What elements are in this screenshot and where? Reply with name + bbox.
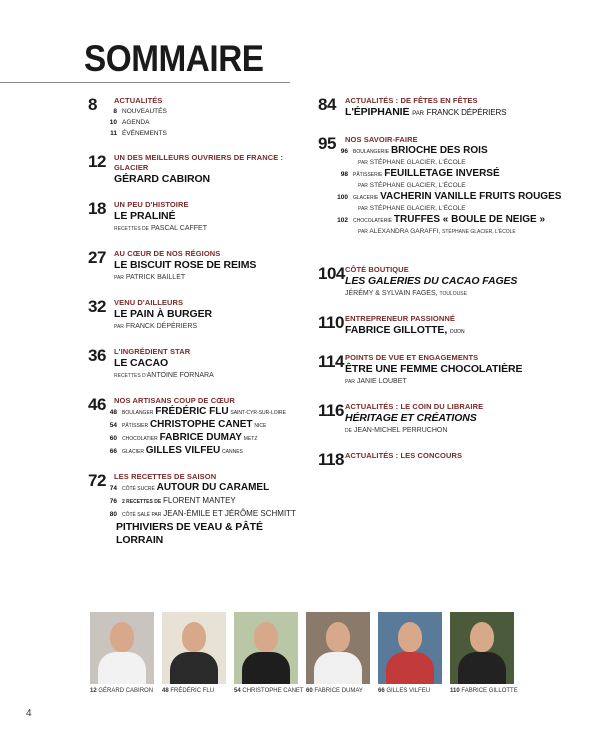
caption-name: FABRICE DUMAY [314, 688, 363, 694]
entry-page-number: 46 [88, 395, 106, 414]
byline-prefix: RECETTES DE [114, 226, 150, 232]
sub-page-number: 96 [340, 148, 348, 155]
entry-category: ENTREPRENEUR PASSIONNÉ [345, 314, 455, 323]
sub-page-number: 74 [109, 485, 117, 492]
entry-heading: LES GALERIES DU CACAO FAGES [345, 275, 518, 287]
sub-title [122, 406, 286, 419]
portrait-card[interactable] [90, 612, 154, 694]
sub-name: AUTOUR DU CARAMEL [156, 482, 270, 493]
portrait-body [386, 652, 434, 684]
byline-prefix: PAR [114, 324, 124, 330]
entry-page-number: 32 [88, 297, 106, 316]
sub-name: GILLES VILFEU [145, 445, 221, 456]
sub-page-number: 48 [109, 409, 117, 416]
byline-prefix: DE [345, 428, 352, 434]
caption-name: FABRICE GILLOTTE [461, 688, 518, 694]
sub-title [353, 145, 488, 158]
sub-entry[interactable] [104, 508, 308, 521]
portrait-photo [90, 612, 154, 684]
entry-category: ACTUALITÉS : LE COIN DU LIBRAIRE [345, 402, 484, 411]
sub-entry[interactable] [335, 214, 588, 227]
byline-prefix: PAR [345, 379, 355, 385]
sub-role: CÔTÉ SUCRÉ [122, 486, 155, 492]
portrait-body [242, 652, 290, 684]
byline-author: PATRICK BAILLET [125, 274, 186, 281]
byline-author: STÉPHANE GLACIER, L'ÉCOLE [369, 182, 466, 189]
toc-entry[interactable] [318, 402, 588, 437]
entry-page-number: 104 [318, 264, 345, 283]
toc-entry[interactable] [88, 472, 308, 547]
entry-category: L'INGRÉDIENT STAR [114, 347, 191, 356]
toc-entry[interactable] [88, 249, 308, 284]
portrait-strip [90, 612, 518, 694]
entry-page-number: 118 [318, 450, 344, 469]
byline-author: PASCAL CAFFET [150, 225, 207, 232]
caption-name: GÉRARD CABIRON [98, 688, 154, 694]
entry-byline [114, 272, 308, 284]
entry-heading: ÊTRE UNE FEMME CHOCOLATIÈRE [345, 363, 523, 375]
sub-title [353, 214, 545, 227]
sub-role: CHOCOLATIER [122, 436, 158, 442]
sub-title [122, 445, 243, 458]
entry-page-number: 114 [318, 352, 344, 371]
sub-author: JEAN-ÉMILE ET JÉRÔME SCHMITT [163, 509, 296, 518]
entry-page-number: 116 [318, 401, 344, 420]
sub-entry[interactable] [104, 117, 308, 128]
entry-heading: LE CACAO [114, 357, 169, 369]
sub-byline [358, 181, 588, 191]
sub-title [122, 495, 236, 508]
sub-name: VACHERIN VANILLE FRUITS ROUGES [380, 191, 562, 202]
sub-role: 2 RECETTES DE [122, 499, 162, 505]
entry-byline [114, 223, 308, 235]
sub-name: FABRICE DUMAY [159, 432, 242, 443]
entry-byline [114, 370, 308, 382]
byline-affiliation: STÉPHANE GLACIER, L'ÉCOLE [441, 229, 516, 235]
byline-author: JÉRÉMY & SYLVAIN FAGES, [345, 290, 438, 297]
entry-page-number: 12 [88, 152, 106, 171]
entry-page-number: 110 [318, 313, 344, 332]
caption-name: CHRISTOPHE CANET [242, 688, 304, 694]
sub-page-number: 76 [109, 498, 117, 505]
byline-author: JEAN-MICHEL PERRUCHON [353, 427, 448, 434]
caption-name: GILLES VILFEU [386, 688, 431, 694]
entry-heading: LE PAIN À BURGER [114, 308, 212, 320]
sub-title: NOUVEAUTÉS [122, 108, 167, 115]
portrait-photo [306, 612, 370, 684]
portrait-photo [234, 612, 298, 684]
byline-author: JANIE LOUBET [356, 378, 407, 385]
byline-prefix: PAR [114, 275, 124, 281]
portrait-face [110, 622, 134, 652]
byline-prefix: PAR [358, 206, 368, 212]
entry-category: LES RECETTES DE SAISON [114, 472, 217, 481]
sub-page-number: 10 [109, 119, 117, 126]
sub-role: CÔTÉ SALÉ PAR [122, 512, 162, 518]
byline-prefix: PAR [358, 229, 368, 235]
toc-entry[interactable] [88, 153, 308, 186]
entry-byline [345, 288, 588, 300]
entry-category: NOS SAVOIR-FAIRE [345, 135, 418, 144]
entry-category: UN DES MEILLEURS OUVRIERS DE FRANCE : GLACIER [114, 153, 284, 172]
sub-entry[interactable] [104, 106, 308, 117]
portrait-body [314, 652, 362, 684]
portrait-face [326, 622, 350, 652]
byline-prefix: PAR [358, 183, 368, 189]
sub-title: AGENDA [122, 119, 150, 126]
sub-entry[interactable] [104, 482, 308, 495]
caption-page: 110 [450, 688, 460, 694]
entry-heading-text: FABRICE GILLOTTE, [345, 324, 448, 336]
entry-place: DIJON [449, 329, 465, 335]
entry-byline [114, 321, 308, 333]
byline-prefix: PAR [358, 160, 368, 166]
caption-page: 60 [306, 688, 313, 694]
caption-name: FRÉDÉRIC FLU [170, 688, 215, 694]
entry-category: AU CŒUR DE NOS RÉGIONS [114, 249, 221, 258]
title-rule [0, 82, 290, 83]
caption-page: 48 [162, 688, 169, 694]
entry-category: VENU D'AILLEURS [114, 298, 184, 307]
entry-heading: LE BISCUIT ROSE DE REIMS [114, 259, 257, 271]
entry-page-number: 27 [88, 248, 106, 267]
portrait-photo [378, 612, 442, 684]
page-title: SOMMAIRE [84, 38, 264, 79]
sub-entry[interactable] [104, 419, 308, 432]
portrait-card[interactable] [306, 612, 370, 694]
sub-page-number: 11 [110, 130, 117, 137]
toc-entry[interactable] [88, 396, 308, 458]
sub-role: GLACIER [122, 449, 144, 455]
portrait-card[interactable] [378, 612, 442, 694]
toc-left-column [88, 94, 308, 561]
sub-role: PÂTISSERIE [353, 172, 383, 178]
toc-entry[interactable] [318, 314, 588, 339]
portrait-card[interactable] [162, 612, 226, 694]
entry-heading [345, 106, 588, 121]
sub-entry[interactable] [104, 406, 308, 419]
entry-byline [345, 376, 588, 388]
entry-category: ACTUALITÉS : DE FÊTES EN FÊTES [345, 96, 478, 105]
byline-author: STÉPHANE GLACIER, L'ÉCOLE [369, 205, 466, 212]
portrait-body [458, 652, 506, 684]
portrait-caption [450, 688, 518, 694]
entry-heading: GÉRARD CABIRON [114, 173, 211, 185]
sub-role: PÂTISSIER [122, 423, 149, 429]
sub-page-number: 54 [109, 422, 117, 429]
byline-author: ANTOINE FORNARA [146, 372, 214, 379]
sub-entry[interactable] [104, 495, 308, 508]
sub-title [122, 482, 269, 495]
sub-place: NICE [254, 423, 267, 429]
sub-place: SAINT-CYR-SUR-LOIRE [230, 410, 286, 416]
portrait-face [182, 622, 206, 652]
entry-heading: HÉRITAGE ET CRÉATIONS [345, 412, 477, 424]
portrait-caption [90, 688, 154, 694]
byline-author: STÉPHANE GLACIER, L'ÉCOLE [369, 159, 466, 166]
sub-name: FEUILLETAGE INVERSÉ [384, 168, 500, 179]
sub-page-number: 66 [109, 448, 117, 455]
portrait-body [170, 652, 218, 684]
sub-page-number: 102 [337, 217, 348, 224]
entry-category: ACTUALITÉS : LES CONCOURS [345, 451, 463, 460]
toc-entry[interactable] [88, 96, 308, 139]
entry-page-number: 36 [88, 346, 106, 365]
entry-page-number: 8 [88, 95, 97, 114]
portrait-photo [450, 612, 514, 684]
sub-name: BRIOCHE DES ROIS [390, 145, 488, 156]
sub-entry[interactable] [335, 168, 588, 181]
byline-prefix: RECETTES D' [114, 373, 147, 379]
sub-place: CANNES [222, 449, 243, 455]
caption-page: 66 [378, 688, 385, 694]
toc-entry[interactable] [88, 200, 308, 235]
entry-category: ACTUALITÉS [114, 96, 163, 105]
entry-heading: PITHIVIERS DE VEAU & PÂTÉ LORRAIN [116, 521, 263, 546]
portrait-caption [234, 688, 304, 694]
portrait-face [254, 622, 278, 652]
toc-entry[interactable] [318, 353, 588, 388]
portrait-caption [162, 688, 226, 694]
sub-name: FRÉDÉRIC FLU [155, 406, 229, 417]
caption-page: 54 [234, 688, 241, 694]
sub-name: TRUFFES « BOULE DE NEIGE » [393, 214, 546, 225]
sub-entry[interactable] [335, 191, 588, 204]
portrait-body [98, 652, 146, 684]
byline-author: FRANCK DÉPÉRIERS [426, 108, 507, 117]
entry-page-number: 84 [318, 95, 336, 114]
toc-entry[interactable] [318, 265, 588, 300]
sub-byline [358, 158, 588, 168]
sub-byline [358, 204, 588, 214]
byline-author: ALEXANDRA GARAFFI, [369, 228, 441, 235]
sub-page-number: 60 [109, 435, 117, 442]
toc-entry[interactable] [318, 135, 588, 237]
entry-page-number: 18 [88, 199, 106, 218]
portrait-caption [378, 688, 442, 694]
sub-title [353, 168, 500, 181]
entry-category: CÔTÉ BOUTIQUE [345, 265, 409, 274]
entry-byline [345, 425, 588, 437]
sub-name: CHRISTOPHE CANET [149, 419, 253, 430]
sub-page-number: 100 [337, 194, 348, 201]
sub-entry[interactable] [335, 145, 588, 158]
entry-category: POINTS DE VUE ET ENGAGEMENTS [345, 353, 479, 362]
portrait-photo [162, 612, 226, 684]
toc-right-column [318, 94, 588, 475]
entry-page-number: 72 [88, 471, 106, 490]
sub-entry[interactable] [104, 432, 308, 445]
entry-heading [345, 324, 588, 339]
sub-role: BOULANGER [122, 410, 154, 416]
sub-entry[interactable] [104, 128, 308, 139]
portrait-card[interactable] [234, 612, 304, 694]
page-number: 4 [26, 708, 32, 719]
sub-page-number: 98 [340, 171, 348, 178]
sub-role: BOULANGERIE [353, 149, 390, 155]
sub-title [353, 191, 561, 204]
entry-heading: LE PRALINÉ [114, 210, 176, 222]
sub-role: GLACERIE [353, 195, 379, 201]
entry-page-number: 95 [318, 134, 336, 153]
sub-title [122, 508, 296, 521]
sub-title [122, 432, 257, 445]
toc-entry[interactable] [318, 96, 588, 121]
sub-byline [358, 227, 588, 237]
portrait-face [470, 622, 494, 652]
sub-page-number: 8 [113, 108, 117, 115]
sub-entry[interactable] [104, 445, 308, 458]
entry-category: NOS ARTISANS COUP DE CŒUR [114, 396, 235, 405]
toc-entry[interactable] [318, 450, 588, 469]
caption-page: 12 [90, 688, 97, 694]
byline-author: FRANCK DÉPÉRIERS [125, 323, 198, 330]
sub-title [122, 419, 266, 432]
sub-role: CHOCOLATERIE [353, 218, 393, 224]
sub-title: ÉVÉNEMENTS [122, 130, 167, 137]
sub-author: FLORENT MANTEY [163, 496, 236, 505]
sub-place: METZ [243, 436, 258, 442]
entry-heading-text: L'ÉPIPHANIE [345, 106, 410, 118]
sub-page-number: 80 [109, 511, 117, 518]
portrait-card[interactable] [450, 612, 518, 694]
portrait-caption [306, 688, 370, 694]
byline-prefix: PAR [412, 111, 424, 117]
entry-category: UN PEU D'HISTOIRE [114, 200, 189, 209]
toc-entry[interactable] [88, 347, 308, 382]
byline-place: TOULOUSE [439, 291, 467, 297]
toc-entry[interactable] [88, 298, 308, 333]
portrait-face [398, 622, 422, 652]
